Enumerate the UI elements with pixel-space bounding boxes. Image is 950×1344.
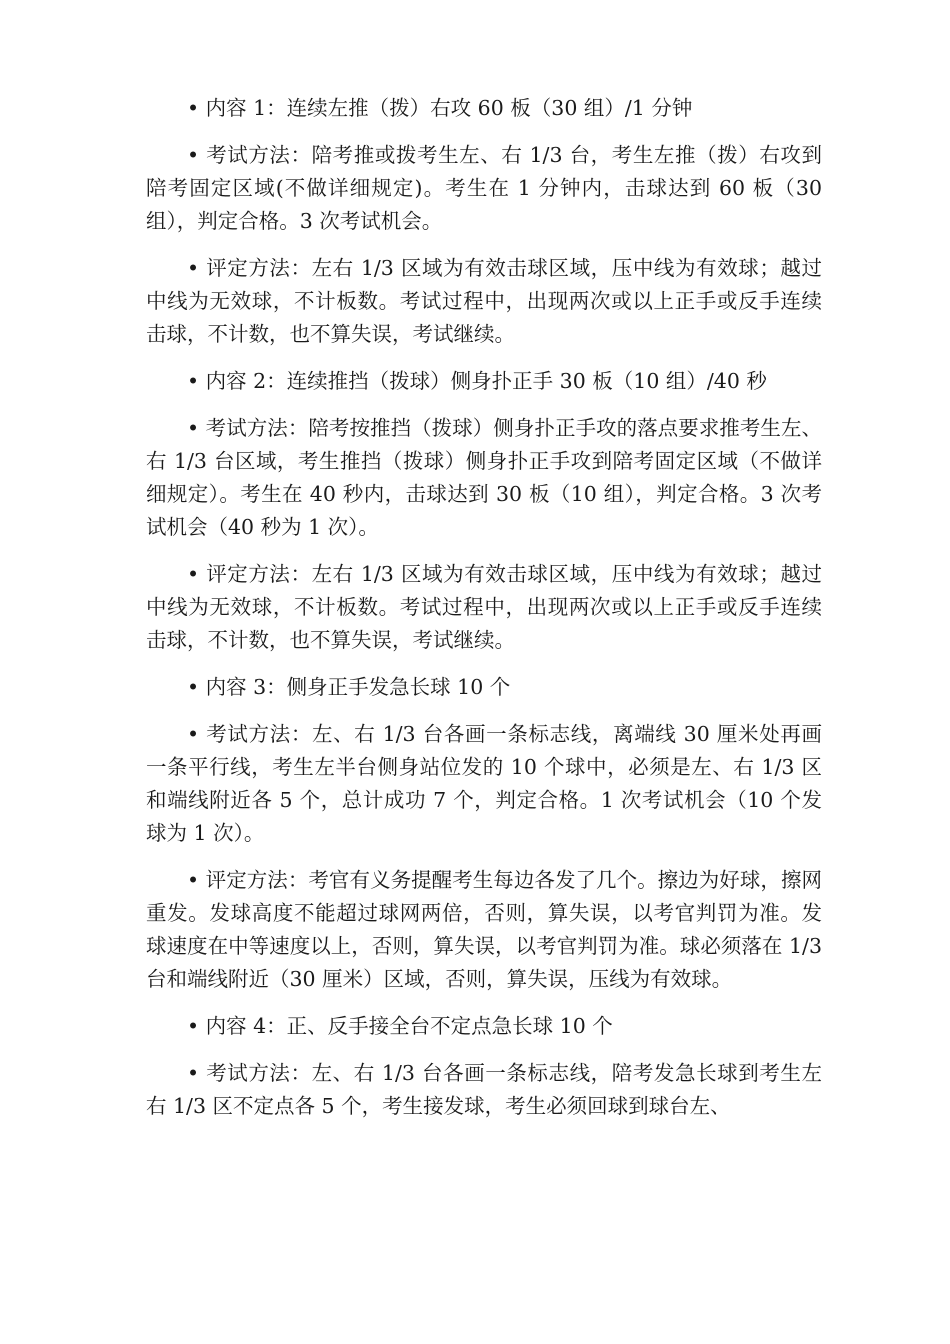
paragraph-content-1: • 内容 1：连续左推（拨）右攻 60 板（30 组）/1 分钟 (187, 96, 693, 120)
document-body (146, 92, 822, 1137)
paragraph-evaluation-2: • 评定方法：左右 1/3 区域为有效击球区域，压中线为有效球；越过中线为无效球，不计板数。考试过程中，出现两次或以上正手或反手连续击球，不计数，也不算失误，考试继续。 (146, 562, 822, 652)
paragraph-content-2: • 内容 2：连续推挡（拨球）侧身扑正手 30 板（10 组）/40 秒 (187, 369, 767, 393)
paragraph-exam-method-1: • 考试方法：陪考推或拨考生左、右 1/3 台，考生左推（拨）右攻到陪考固定区域(不做详细规定)。考生在 1 分钟内，击球达到 60 板（30 组），判定合格。3 次考试机会。 (146, 143, 822, 233)
paragraph-evaluation-3: • 评定方法：考官有义务提醒考生每边各发了几个。擦边为好球，擦网重发。发球高度不能超过球网两倍，否则，算失误，以考官判罚为准。发球速度在中等速度以上，否则，算失误，以考官判罚为准。球必须落在 1/3 台和端线附近（30 厘米）区域，否则，算失误，压线为有效球。 (146, 868, 822, 991)
paragraph-content-3: • 内容 3：侧身正手发急长球 10 个 (187, 675, 511, 699)
paragraph-exam-method-2: • 考试方法：陪考按推挡（拨球）侧身扑正手攻的落点要求推考生左、右 1/3 台区域，考生推挡（拨球）侧身扑正手攻到陪考固定区域（不做详细规定）。考生在 40 秒内，击球达到 30 板（10 组），判定合格。3 次考试机会（40 秒为 1 次）。 (146, 416, 822, 539)
paragraph-exam-method-3: • 考试方法：左、右 1/3 台各画一条标志线，离端线 30 厘米处再画一条平行线，考生左半台侧身站位发的 10 个球中，必须是左、右 1/3 区和端线附近各 5 个，总计成功 7 个，判定合格。1 次考试机会（10 个发球为 1 次）。 (146, 722, 822, 845)
paragraph-content-4: • 内容 4：正、反手接全台不定点急长球 10 个 (187, 1014, 613, 1038)
paragraph-exam-method-4: • 考试方法：左、右 1/3 台各画一条标志线，陪考发急长球到考生左右 1/3 区不定点各 5 个，考生接发球，考生必须回球到球台左、 (146, 1061, 822, 1118)
paragraph-evaluation-1: • 评定方法：左右 1/3 区域为有效击球区域，压中线为有效球；越过中线为无效球，不计板数。考试过程中，出现两次或以上正手或反手连续击球，不计数，也不算失误，考试继续。 (146, 256, 822, 346)
